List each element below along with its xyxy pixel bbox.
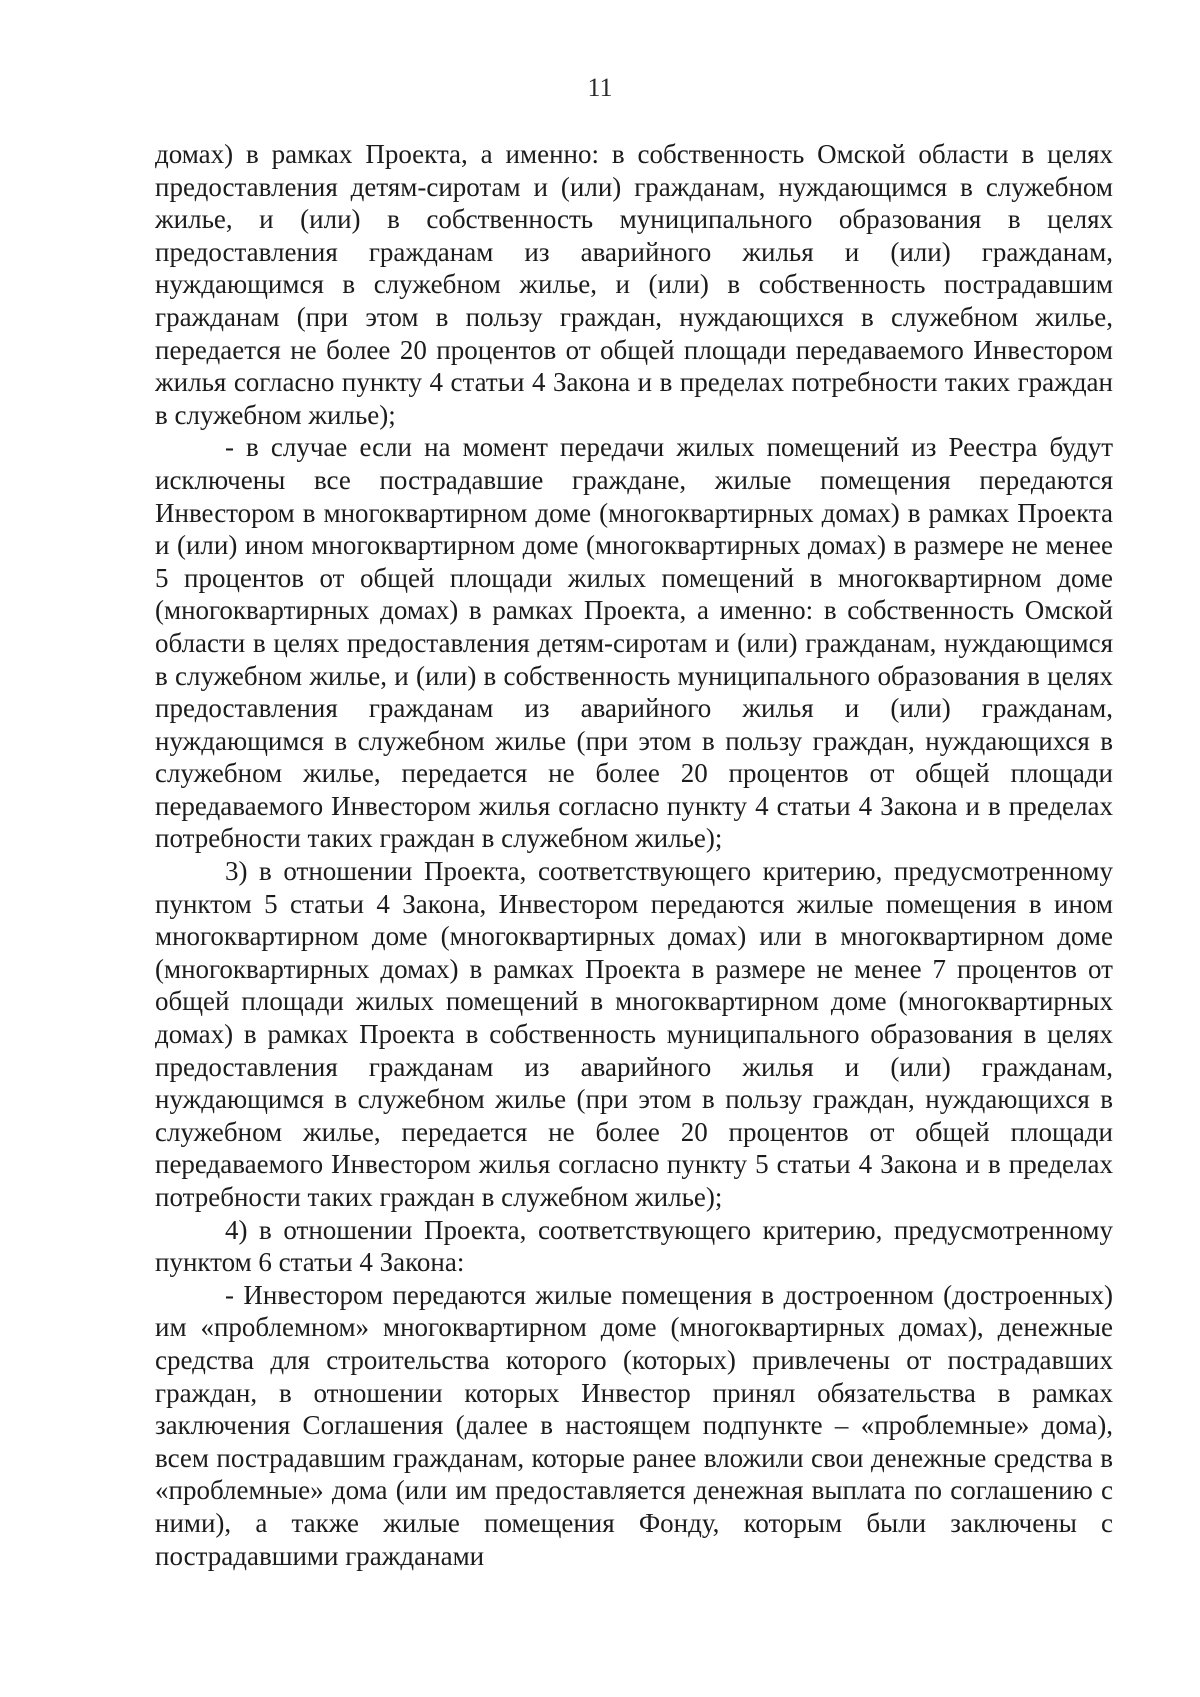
- paragraph-item-3: 3) в отношении Проекта, соответствующего критерию, предусмотренному пунктом 5 статьи 4 Закона, Инвестором передаются жилые помещения в ином многоквартирном доме (многоквартирных домах) или в многоквартирном доме (многоквартирных домах) в рамках Проекта в размере не менее 7 процентов от общей площади жилых помещений в многоквартирном доме (многоквартирных домах) в рамках Проекта в собственность муниципального образования в целях предоставления гражданам из аварийного жилья и (или) гражданам, нуждающимся в служебном жилье (при этом в пользу граждан, нуждающихся в служебном жилье, передается не более 20 процентов от общей площади передаваемого Инвестором жилья согласно пункту 5 статьи 4 Закона и в пределах потребности таких граждан в служебном жилье);: [155, 856, 1113, 1212]
- document-body: [155, 138, 1113, 1572]
- page-number: 11: [587, 73, 613, 102]
- paragraph-item-4-subpoint: - Инвестором передаются жилые помещения в достроенном (достроенных) им «проблемном» многоквартирном доме (многоквартирных домах), денежные средства для строительства которого (которых) привлечены от пострадавших граждан, в отношении которых Инвестор принял обязательства в рамках заключения Соглашения (далее в настоящем подпункте – «проблемные» дома), всем пострадавшим гражданам, которые ранее вложили свои денежные средства в «проблемные» дома (или им предоставляется денежная выплата по соглашению с ними), а также жилые помещения Фонду, которым были заключены с пострадавшими гражданами: [155, 1279, 1113, 1571]
- paragraph-excluded-citizens-case: - в случае если на момент передачи жилых помещений из Реестра будут исключены все пострадавшие граждане, жилые помещения передаются Инвестором в многоквартирном доме (многоквартирных домах) в рамках Проекта и (или) ином многоквартирном доме (многоквартирных домах) в размере не менее 5 процентов от общей площади жилых помещений в многоквартирном доме (многоквартирных домах) в рамках Проекта, а именно: в собственность Омской области в целях предоставления детям-сиротам и (или) гражданам, нуждающимся в служебном жилье, и (или) в собственность муниципального образования в целях предоставления гражданам из аварийного жилья и (или) гражданам, нуждающимся в служебном жилье (при этом в пользу граждан, нуждающихся в служебном жилье, передается не более 20 процентов от общей площади передаваемого Инвестором жилья согласно пункту 4 статьи 4 Закона и в пределах потребности таких граждан в служебном жилье);: [155, 432, 1113, 854]
- paragraph-item-4: 4) в отношении Проекта, соответствующего критерию, предусмотренному пунктом 6 статьи 4 Закона:: [155, 1214, 1113, 1278]
- paragraph-continuation: домах) в рамках Проекта, а именно: в собственность Омской области в целях предоставления детям-сиротам и (или) гражданам, нуждающимся в служебном жилье, и (или) в собственность муниципального образования в целях предоставления гражданам из аварийного жилья и (или) гражданам, нуждающимся в служебном жилье, и (или) в собственность пострадавшим гражданам (при этом в пользу граждан, нуждающихся в служебном жилье, передается не более 20 процентов от общей площади передаваемого Инвестором жилья согласно пункту 4 статьи 4 Закона и в пределах потребности таких граждан в служебном жилье);: [155, 139, 1113, 430]
